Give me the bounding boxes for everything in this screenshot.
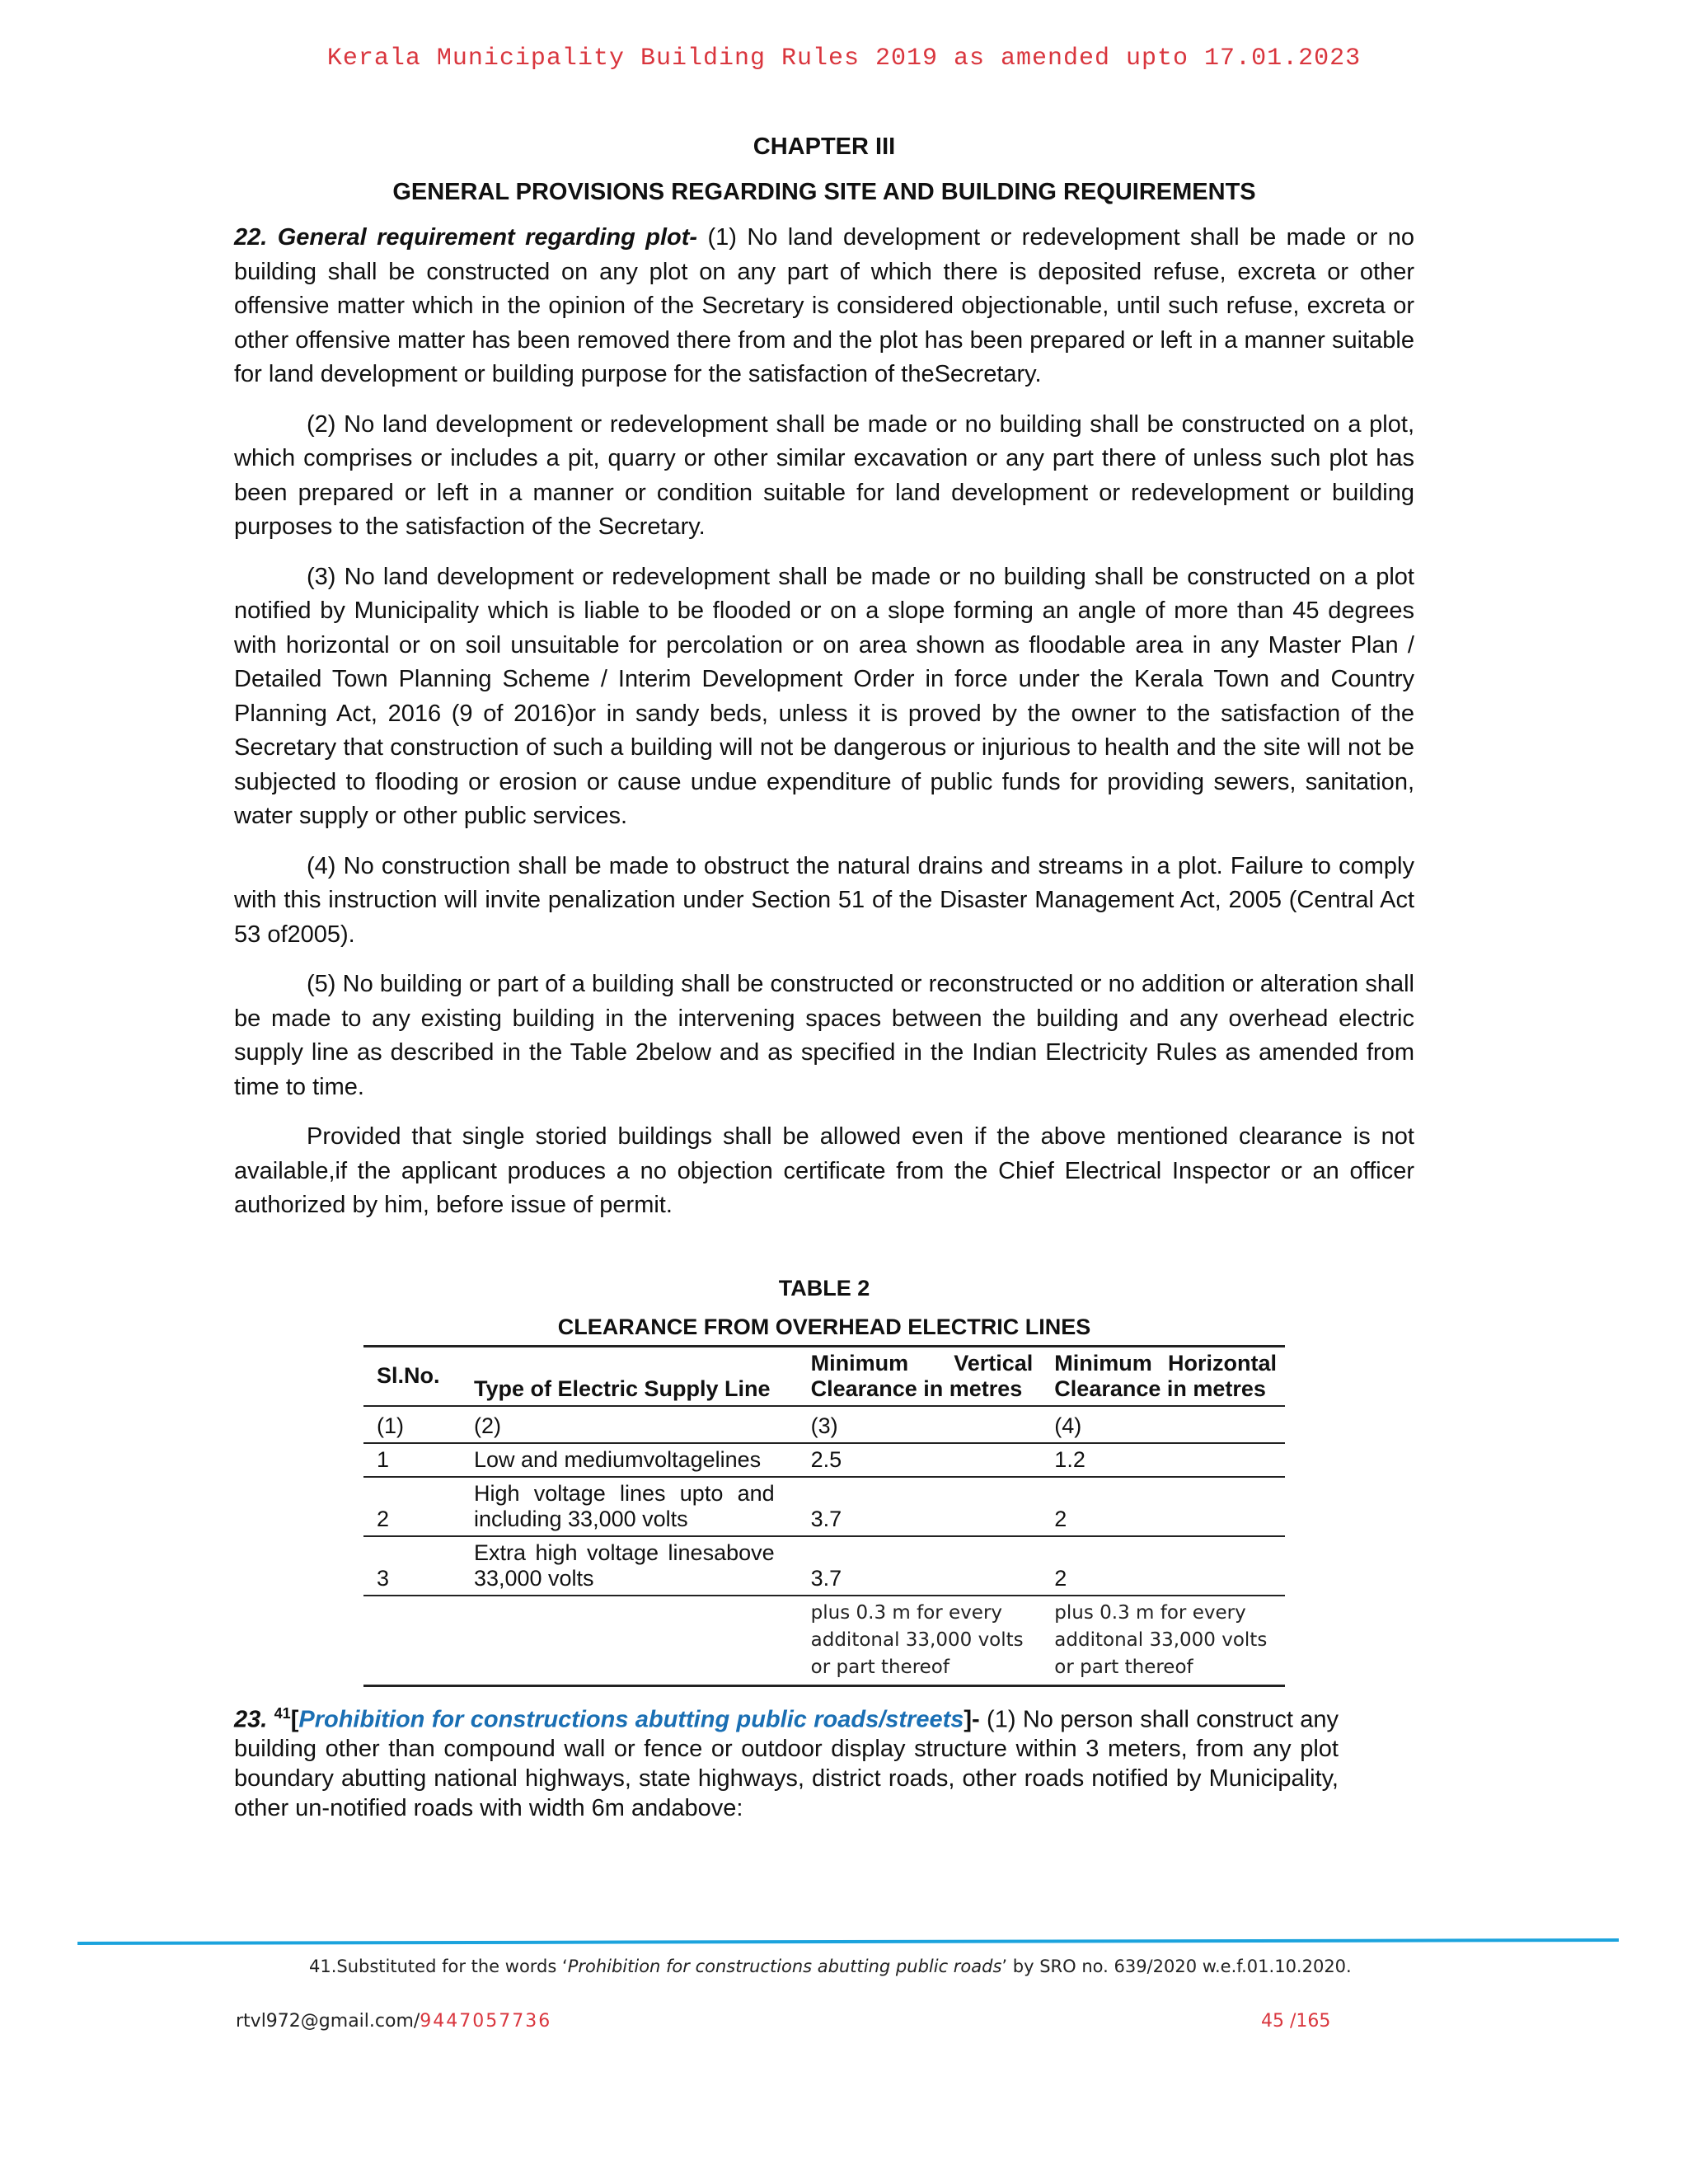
footnote-prefix: 41.Substituted for the words ‘ bbox=[309, 1957, 568, 1976]
close-bracket: ]- bbox=[964, 1706, 980, 1733]
footer-phone: 9447057736 bbox=[420, 2011, 552, 2032]
clearance-table bbox=[363, 1345, 1285, 1687]
column-number-row bbox=[363, 1406, 1285, 1443]
footer-email[interactable]: rtvl972@gmail.com/ bbox=[236, 2011, 420, 2032]
section-22-text-1: (1) No land development or redevelopment shall be made or no building shall be constructed on any plot on any part of which there is deposited refuse, excreta or other offensive matter which in the opinion of the Secretary is considered objectionable, until such refuse, excreta or other offensive matter has been removed there from and the plot has been prepared or left in a manner suitable for land development or building purpose for the satisfaction of theSecretary. bbox=[234, 224, 1415, 387]
row-1-horizontal: 1.2 bbox=[1054, 1446, 1085, 1472]
section-22-heading: 22. General requirement regarding plot- bbox=[234, 224, 698, 251]
note-empty-2 bbox=[461, 1596, 798, 1686]
table-note-row bbox=[363, 1596, 1285, 1686]
note-vertical: plus 0.3 m for every additonal 33,000 volts or part thereof bbox=[810, 1601, 1024, 1678]
chapter-title: GENERAL PROVISIONS REGARDING SITE AND BUILDING REQUIREMENTS bbox=[392, 179, 1256, 205]
row-3-type: Extra high voltage linesabove 33,000 volts bbox=[473, 1540, 775, 1591]
section-22-para-2: (2) No land development or redevelopment shall be made or no building shall be constructed on a plot, which comprises or includes a pit, quarry or other similar excavation or any part there of unless such plot has been prepared or left in a manner or condition suitable for land development or redevelopment or building purposes to the satisfaction of the Secretary. bbox=[234, 410, 1414, 540]
table-row bbox=[363, 1477, 1285, 1536]
row-3-vertical: 3.7 bbox=[810, 1565, 842, 1591]
open-bracket: [ bbox=[290, 1706, 299, 1733]
row-1-vertical: 2.5 bbox=[810, 1446, 842, 1472]
header-slno: Sl.No. bbox=[377, 1363, 440, 1388]
colnum-2: (2) bbox=[473, 1413, 501, 1438]
footnote-suffix: ’ by SRO no. 639/2020 w.e.f.01.10.2020. bbox=[1001, 1957, 1352, 1976]
running-header: Kerala Municipality Building Rules 2019 as amended upto 17.01.2023 bbox=[326, 45, 1362, 73]
colnum-4: (4) bbox=[1054, 1413, 1082, 1438]
footer-contact bbox=[236, 2011, 551, 2032]
footnote bbox=[309, 1957, 1352, 1976]
header-type: Type of Electric Supply Line bbox=[473, 1376, 771, 1401]
row-2-horizontal: 2 bbox=[1054, 1506, 1067, 1531]
section-23-text: (1) No person shall construct any building other than compound wall or fence or outdoor display structure within 3 meters, from any plot boundary abutting national highways, state highways, district roads, other roads notified by Municipality, other un-notified roads with width 6m andabove: bbox=[234, 1706, 1339, 1822]
header-vertical: Minimum Vertical Clearance in metres bbox=[810, 1350, 1034, 1401]
table-row bbox=[363, 1443, 1285, 1477]
footnote-quoted: Prohibition for constructions abutting public roads bbox=[567, 1957, 1002, 1976]
row-1-sl: 1 bbox=[377, 1446, 390, 1472]
colnum-1: (1) bbox=[377, 1413, 404, 1438]
section-23-number: 23. bbox=[234, 1706, 274, 1733]
table-title: TABLE 2 bbox=[778, 1275, 870, 1301]
row-2-sl: 2 bbox=[377, 1506, 390, 1531]
table-subtitle: CLEARANCE FROM OVERHEAD ELECTRIC LINES bbox=[557, 1314, 1091, 1339]
row-3-sl: 3 bbox=[377, 1565, 390, 1591]
row-2-type: High voltage lines upto and including 33,000 volts bbox=[473, 1480, 775, 1531]
section-22-para-5: (5) No building or part of a building shall be constructed or reconstructed or no addition or alteration shall be made to any existing building in the intervening spaces between the building and any overhead electric supply line as described in the Table 2below and as specified in the Indian Electricity Rules as amended from time to time. bbox=[234, 971, 1414, 1100]
section-22-para-3: (3) No land development or redevelopment shall be made or no building shall be constructed on a plot notified by Municipality which is liable to be flooded or on a slope forming an angle of more than 45 degrees with horizontal or on soil unsuitable for percolation or on area shown as floodable area in any Master Plan / Detailed Town Planning Scheme / Interim Development Order in force under the Kerala Town and Country Planning Act, 2016 (9 of 2016)or in sandy beds, unless it is proved by the owner to the satisfaction of the Secretary that construction of such a building will not be dangerous or injurious to health and the site will not be subjected to flooding or erosion or cause undue expenditure of public funds for providing sewers, sanitation, water supply or other public services. bbox=[234, 563, 1414, 829]
page-number: 45 /165 bbox=[1261, 2011, 1331, 2032]
chapter-number: CHAPTER III bbox=[753, 134, 896, 160]
footer-divider bbox=[77, 1938, 1619, 1945]
note-horizontal: plus 0.3 m for every additonal 33,000 volts or part thereof bbox=[1054, 1601, 1268, 1678]
note-empty-1 bbox=[363, 1596, 461, 1686]
section-23-para bbox=[234, 1699, 1339, 1824]
header-horizontal: Minimum Horizontal Clearance in metres bbox=[1054, 1350, 1277, 1401]
row-3-horizontal: 2 bbox=[1054, 1565, 1067, 1591]
table-row bbox=[363, 1536, 1285, 1596]
footnote-ref[interactable]: 41 bbox=[274, 1704, 291, 1722]
table-2 bbox=[363, 1276, 1285, 1687]
page-content bbox=[234, 134, 1414, 1847]
colnum-3: (3) bbox=[810, 1413, 838, 1438]
row-1-type: Low and mediumvoltagelines bbox=[473, 1446, 762, 1472]
section-22-proviso: Provided that single storied buildings shall be allowed even if the above mentioned clearance is not available,if the applicant produces a no objection certificate from the Chief Electrical Inspector or an officer authorized by him, before issue of permit. bbox=[234, 1123, 1414, 1218]
table-header-row bbox=[363, 1346, 1285, 1406]
section-23-title: Prohibition for constructions abutting public roads/streets bbox=[298, 1706, 964, 1733]
row-2-vertical: 3.7 bbox=[810, 1506, 842, 1531]
section-22-para-1 bbox=[234, 221, 1414, 392]
section-22-para-4: (4) No construction shall be made to obstruct the natural drains and streams in a plot. Failure to comply with this instruction will invite penalization under Section 51 of the Disaster Management Act, 2005 (Central Act 53 of2005). bbox=[234, 852, 1414, 948]
